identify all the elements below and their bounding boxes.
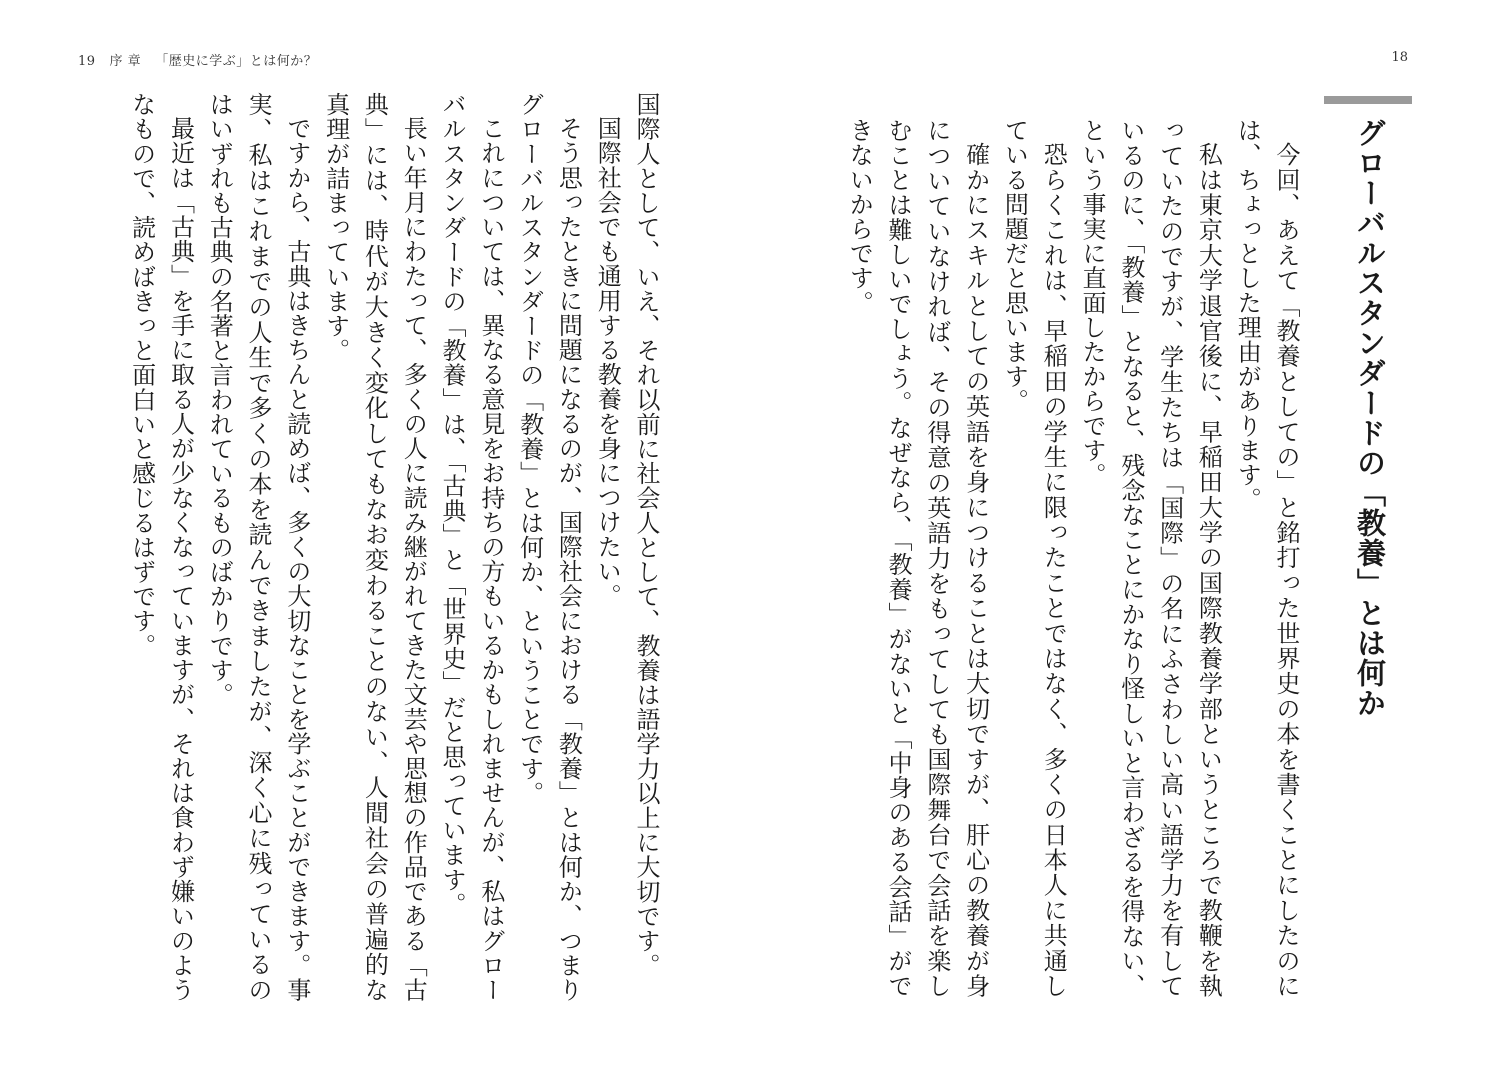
chapter-title: 「歴史に学ぶ」とは何か？	[155, 54, 318, 69]
paragraph: 確かにスキルとしての英語を身につけることは大切ですが、肝心の教養が身についていなければ、その得意の英語力をもってしても国際舞台で会話を楽しむことは難しいでしょう。なぜなら、「教養」がないと「中身のある会話」ができないからです。	[845, 118, 990, 998]
paragraph: そう思ったときに問題になるのが、国際社会における「教養」とは何か、つまりグローバルスタンダードの「教養」とは何か、ということです。	[515, 92, 583, 1002]
chapter-label: 序 章	[109, 54, 142, 69]
left-page-number: 19	[78, 54, 96, 69]
left-page-body	[75, 92, 665, 1002]
paragraph: これについては、異なる意見をお持ちの方もいるかもしれませんが、私はグローバルスタンダードの「教養」は、「古典」と「世界史」だと思っています。	[438, 92, 505, 1002]
right-page-number: 18	[1391, 50, 1408, 65]
paragraph: 今回、あえて「教養としての」と銘打った世界史の本を書くことにしたのには、ちょっとした理由があります。	[1233, 118, 1300, 998]
right-page-body	[845, 118, 1305, 998]
paragraph: 国際社会でも通用する教養を身につけたい。	[593, 116, 622, 608]
heading-accent-bar	[1324, 96, 1412, 104]
section-heading: グローバルスタンダードの「教養」とは何か	[1353, 118, 1387, 718]
paragraph: 最近は「古典」を手に取る人が少なくなっていますが、それは食わず嫌いのようなもので、読めばきっと面白いと感じるはずです。	[127, 92, 195, 1002]
paragraph: ですから、古典はきちんと読めば、多くの大切なことを学ぶことができます。事実、私はこれまでの人生で多くの本を読んできましたが、深く心に残っているのはいずれも古典の名著と言われているものばかりです。	[205, 92, 311, 1002]
running-head	[78, 50, 317, 69]
paragraph: 国際人として、いえ、それ以前に社会人として、教養は語学力以上に大切です。	[632, 92, 660, 978]
right-page	[750, 0, 1500, 1073]
paragraph: 長い年月にわたって、多くの人に読み継がれてきた文芸や思想の作品である「古典」には、時代が大きく変化してもなお変わることのない、人間社会の普遍的な真理が詰まっています。	[321, 92, 428, 1002]
paragraph: 恐らくこれは、早稲田の学生に限ったことではなく、多くの日本人に共通している問題だと思います。	[1000, 118, 1068, 998]
paragraph: 私は東京大学退官後に、早稲田大学の国際教養学部というところで教鞭を執っていたのですが、学生たちは「国際」の名にふさわしい高い語学力を有しているのに、「教養」となると、残念なことにかなり怪しいと言わざるを得ない、という事実に直面したからです。	[1078, 118, 1223, 998]
